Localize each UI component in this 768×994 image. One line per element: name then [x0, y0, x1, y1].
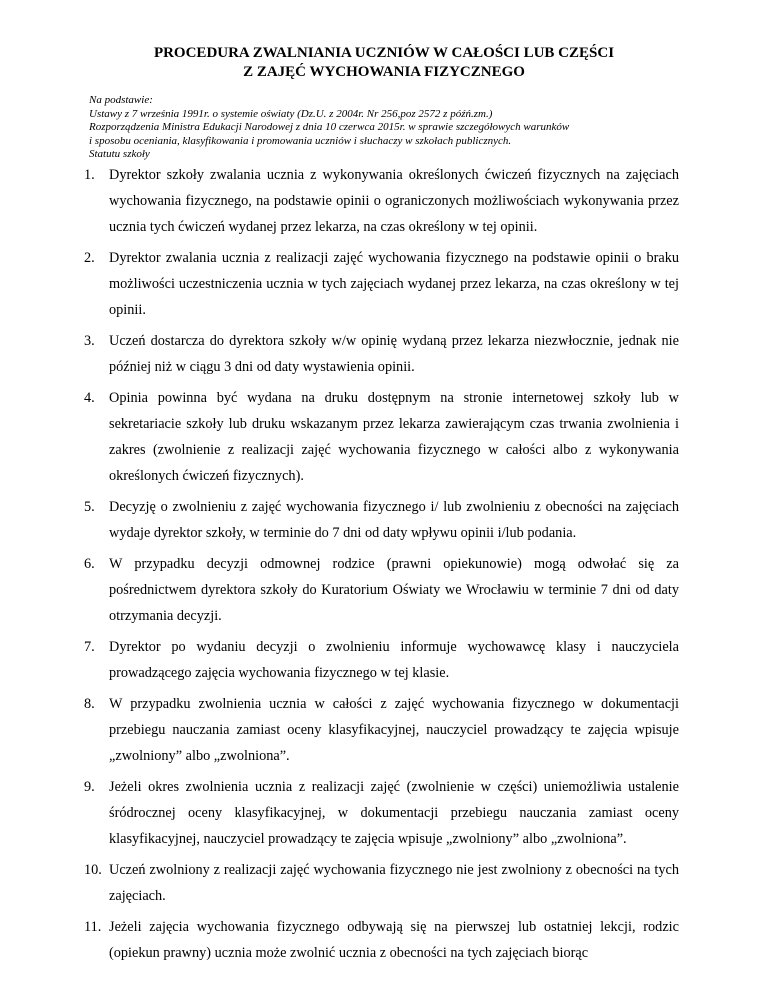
- list-item: [0, 914, 679, 966]
- basis-line: Rozporządzenia Ministra Edukacji Narodowej z dnia 10 czerwca 2015r. w sprawie szczegółowych warunków: [89, 121, 570, 133]
- list-item: [0, 774, 679, 852]
- list-item: [0, 494, 679, 546]
- legal-basis: [89, 94, 687, 162]
- item-number: 4.: [84, 390, 95, 406]
- item-text: W przypadku decyzji odmownej rodzice (prawni opiekunowie) mogą odwołać się za pośrednictwem dyrektora szkoły do Kuratorium Oświaty we Wrocławiu w terminie 7 dni od daty otrzymania decyzji.: [109, 556, 679, 624]
- title-line-1: PROCEDURA ZWALNIANIA UCZNIÓW W CAŁOŚCI LUB CZĘŚCI: [153, 45, 615, 61]
- basis-line: i sposobu oceniania, klasyfikowania i promowania uczniów i słuchaczy w szkołach publicznych.: [89, 134, 512, 147]
- item-number: 5.: [84, 499, 95, 515]
- item-number: 10.: [84, 862, 102, 878]
- procedure-list: [0, 162, 768, 971]
- basis-line: Statutu szkoły: [89, 148, 150, 160]
- basis-line: Na podstawie:: [89, 94, 153, 106]
- item-number: 9.: [84, 779, 95, 795]
- list-item: [0, 162, 679, 240]
- basis-line: Ustawy z 7 września 1991r. o systemie oświaty (Dz.U. z 2004r. Nr 256,poz 2572 z późń.zm.): [89, 107, 493, 120]
- item-number: 8.: [84, 696, 95, 712]
- item-text: Decyzję o zwolnieniu z zajęć wychowania fizycznego i/ lub zwolnieniu z obecności na zajęciach wydaje dyrektor szkoły, w terminie do 7 dni od daty wpływu opinii i/lub podania.: [109, 499, 679, 541]
- title-line-2: Z ZAJĘĆ WYCHOWANIA FIZYCZNEGO: [243, 64, 525, 80]
- list-item: [0, 857, 679, 909]
- list-item: [0, 691, 679, 769]
- item-number: 7.: [84, 639, 95, 655]
- list-item: [0, 245, 679, 323]
- list-item: [0, 328, 679, 380]
- item-number: 11.: [84, 919, 102, 935]
- item-number: 3.: [84, 333, 95, 349]
- item-text: Dyrektor po wydaniu decyzji o zwolnieniu informuje wychowawcę klasy i nauczyciela prowadzącego zajęcia wychowania fizycznego w tej klasie.: [109, 639, 679, 681]
- item-text: W przypadku zwolnienia ucznia w całości z zajęć wychowania fizycznego w dokumentacji przebiegu nauczania zamiast oceny klasyfikacyjnej, nauczyciel prowadzący te zajęcia wpisuje „zwolniony” albo „zwolniona”.: [109, 696, 679, 764]
- item-text: Uczeń zwolniony z realizacji zajęć wychowania fizycznego nie jest zwolniony z obecności na tych zajęciach.: [109, 862, 679, 904]
- item-number: 6.: [84, 556, 95, 572]
- document-title: [60, 44, 708, 82]
- item-text: Uczeń dostarcza do dyrektora szkoły w/w opinię wydaną przez lekarza niezwłocznie, jednak nie później niż w ciągu 3 dni od daty wystawienia opinii.: [109, 333, 679, 375]
- item-text: Opinia powinna być wydana na druku dostępnym na stronie internetowej szkoły lub w sekretariacie szkoły lub druku wskazanym przez lekarza zawierającym czas trwania zwolnienia i zakres (zwolnienie z realizacji zajęć wychowania fizycznego w całości albo z wykonywania określonych ćwiczeń fizycznych).: [109, 390, 679, 484]
- item-number: 1.: [84, 167, 95, 183]
- list-item: [0, 551, 679, 629]
- item-text: Jeżeli zajęcia wychowania fizycznego odbywają się na pierwszej lub ostatniej lekcji, rodzic (opiekun prawny) ucznia może zwolnić ucznia z obecności na tych zajęciach biorąc: [109, 919, 679, 961]
- item-text: Dyrektor zwalania ucznia z realizacji zajęć wychowania fizycznego na podstawie opinii o braku możliwości uczestniczenia ucznia w tych zajęciach wydanej przez lekarza, na czas określony w tej opinii.: [109, 250, 679, 318]
- item-text: Jeżeli okres zwolnienia ucznia z realizacji zajęć (zwolnienie w części) uniemożliwia ustalenie śródrocznej oceny klasyfikacyjnej, w dokumentacji przebiegu nauczania zamiast oceny klasyfikacyjnej, nauczyciel prowadzący te zajęcia wpisuje „zwolniony” albo „zwolniona”.: [109, 779, 679, 847]
- item-text: Dyrektor szkoły zwalania ucznia z wykonywania określonych ćwiczeń fizycznych na zajęciach wychowania fizycznego, na podstawie opinii o ograniczonych możliwościach wykonywania przez ucznia tych ćwiczeń wydanej przez lekarza, na czas określony w tej opinii.: [109, 167, 679, 235]
- item-number: 2.: [84, 250, 95, 266]
- list-item: [0, 634, 679, 686]
- list-item: [0, 385, 679, 489]
